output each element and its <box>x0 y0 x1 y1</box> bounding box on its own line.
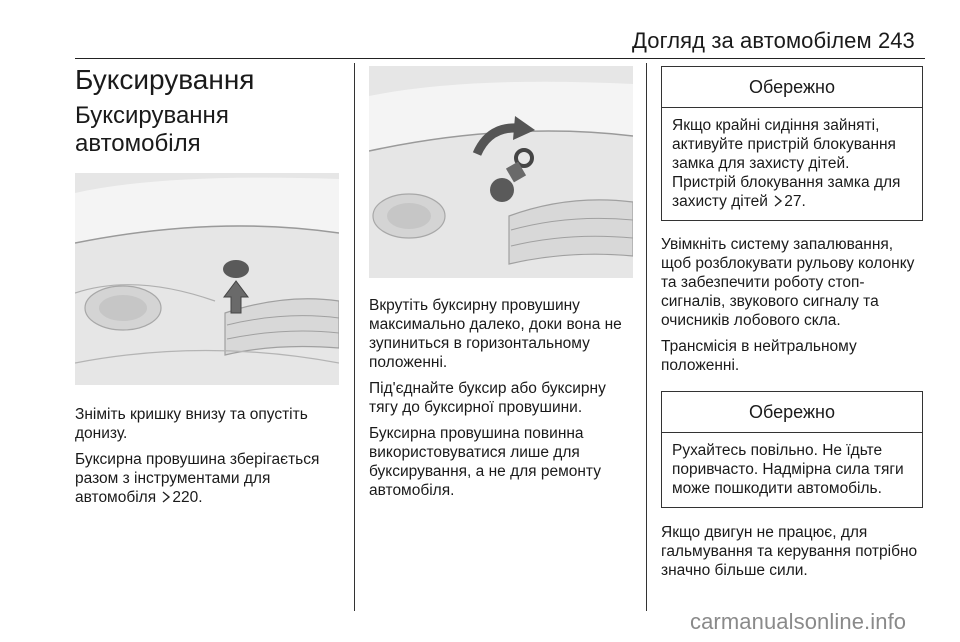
caution-child-lock-ref-text: Пристрій блокування замка для захисту дітей <box>672 174 901 210</box>
page-number: 243 <box>878 28 915 53</box>
caution-heading: Обережно <box>662 67 922 108</box>
towing-eye-illustration <box>369 66 633 278</box>
engine-off-note: Якщо двигун не працює, для гальмування та керування потрібно значно більше сили. <box>661 524 918 579</box>
bumper-cover-illustration <box>75 173 339 385</box>
caution-body <box>662 108 922 220</box>
instruction-neutral: Трансмісія в нейтральному положенні. <box>661 338 857 374</box>
middle-column <box>369 66 635 500</box>
instruction-attach-tow: Під'єднайте буксир або буксирну тягу до буксирної провушини. <box>369 380 606 416</box>
header-title: Догляд за автомобілем <box>632 28 872 53</box>
caution-heading: Обережно <box>662 392 922 433</box>
column-divider <box>646 63 647 611</box>
towing-eye-storage-main: Буксирна провушина зберігається разом з інструментами для автомобіля <box>75 451 320 506</box>
instruction-ignition: Увімкніть систему запалювання, щоб розблокувати рульову колонку та забезпечити роботу стоп-сигналів, звукового сигналу та очисників лобового скла. <box>661 236 915 329</box>
column-divider <box>354 63 355 611</box>
caution-box <box>661 391 923 508</box>
left-column <box>75 64 345 507</box>
subsection-title: Буксирування автомобіля <box>75 102 229 157</box>
page-reference-icon <box>161 491 171 503</box>
page-reference-link[interactable]: 27. <box>784 193 806 210</box>
caution-child-lock-ref <box>672 173 912 211</box>
instruction-remove-cover: Зніміть кришку внизу та опустіть донизу. <box>75 406 308 442</box>
right-column <box>661 66 925 580</box>
towing-eye-storage-text <box>75 450 345 507</box>
caution-body: Рухайтесь повільно. Не їдьте поривчасто. Надмірна сила тяги може пошкодити автомобіль. <box>672 442 904 497</box>
instruction-screw-in-eye: Вкрутіть буксирну провушину максимально далеко, доки вона не зупиниться в горизонтальному положенні. <box>369 297 622 371</box>
caution-child-lock-text: Якщо крайні сидіння зайняті, активуйте пристрій блокування замка для захисту дітей. <box>672 117 896 172</box>
page-reference-icon <box>773 195 783 207</box>
section-title: Буксирування <box>75 64 255 95</box>
watermark: carmanualsonline.info <box>690 609 907 634</box>
header-rule <box>75 58 925 59</box>
page-reference-link[interactable]: 220. <box>172 489 203 506</box>
caution-box <box>661 66 923 221</box>
towing-eye-usage-note: Буксирна провушина повинна використовуватися лише для буксирування, а не для ремонту автомобіля. <box>369 425 601 499</box>
